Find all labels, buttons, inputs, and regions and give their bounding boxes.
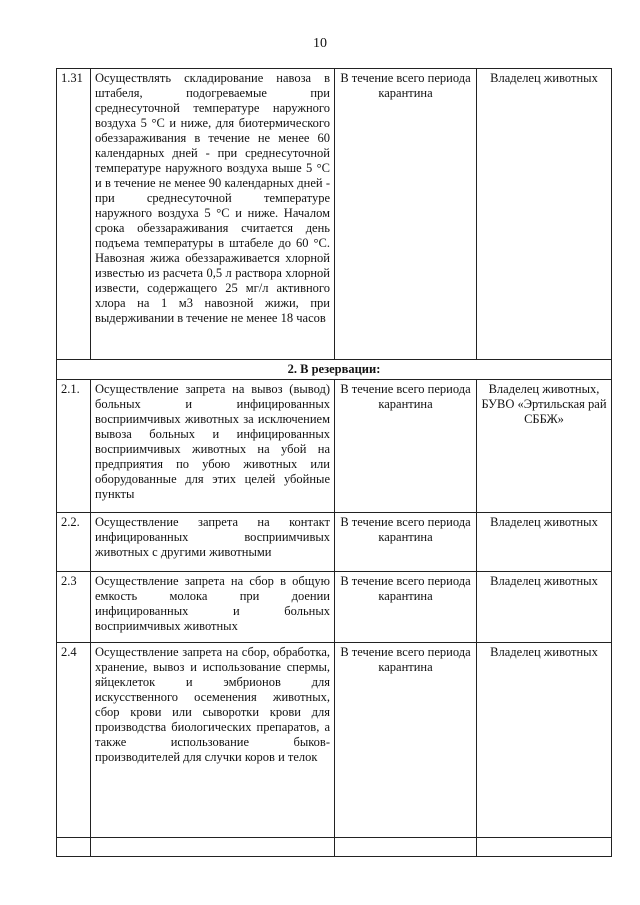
row-term: В течение всего периода карантина bbox=[335, 513, 477, 572]
row-number: 2.2. bbox=[57, 513, 91, 572]
row-term: В течение всего периода карантина bbox=[335, 572, 477, 643]
row-number: 2.1. bbox=[57, 380, 91, 513]
row-action: Осуществлять складирование навоза в штабеля, подогреваемые при среднесуточной температуре наружного воздуха 5 °С и ниже, для биотермического обеззараживания в течение не менее 60 календарных дней - при среднесуточной температуре наружного воздуха выше 5 °С и в течение не менее 90 календарных дней - при среднесуточной температуре наружного воздуха 5 °С и ниже. Началом срока обеззараживания считается день подъема температуры в штабеле до 60 °С. Навозная жижа обеззараживается хлорной известью из расчета 0,5 л раствора хлорной извести, содержащего 25 мг/л активного хлора на 1 м3 навозной жижи, при выдерживании в течение не менее 18 часов bbox=[91, 69, 335, 360]
row-term: В течение всего периода карантина bbox=[335, 69, 477, 360]
empty-cell bbox=[477, 838, 612, 857]
table-row bbox=[57, 572, 612, 643]
row-term: В течение всего периода карантина bbox=[335, 643, 477, 838]
table-row bbox=[57, 69, 612, 360]
empty-cell bbox=[57, 838, 91, 857]
table-row bbox=[57, 380, 612, 513]
row-action: Осуществление запрета на вывоз (вывод) больных и инфицированных восприимчивых животных за исключением вывоза больных и инфицированных восприимчивых животных на убой на предприятия по убою животных или оборудованные для этих целей убойные пункты bbox=[91, 380, 335, 513]
row-responsible: Владелец животных bbox=[477, 572, 612, 643]
table-row bbox=[57, 513, 612, 572]
row-number: 1.31 bbox=[57, 69, 91, 360]
empty-cell bbox=[91, 838, 335, 857]
row-responsible: Владелец животных bbox=[477, 69, 612, 360]
row-responsible: Владелец животных, БУВО «Эртильская рай СББЖ» bbox=[477, 380, 612, 513]
row-action: Осуществление запрета на сбор в общую емкость молока при доении инфицированных и больных восприимчивых животных bbox=[91, 572, 335, 643]
row-term: В течение всего периода карантина bbox=[335, 380, 477, 513]
row-action: Осуществление запрета на сбор, обработка, хранение, вывоз и использование спермы, яйцеклеток и эмбрионов для искусственного осеменения животных, сбор крови или сыворотки крови для производства биологических препаратов, а также использование быков-производителей для случки коров и телок bbox=[91, 643, 335, 838]
row-number: 2.3 bbox=[57, 572, 91, 643]
section-header-row bbox=[57, 360, 612, 380]
empty-cell bbox=[335, 838, 477, 857]
row-action: Осуществление запрета на контакт инфицированных восприимчивых животных с другими животными bbox=[91, 513, 335, 572]
table-row bbox=[57, 643, 612, 838]
empty-row bbox=[57, 838, 612, 857]
measures-table bbox=[56, 68, 612, 857]
row-responsible: Владелец животных bbox=[477, 513, 612, 572]
section-title: 2. В резервации: bbox=[57, 360, 612, 380]
row-responsible: Владелец животных bbox=[477, 643, 612, 838]
page-number: 10 bbox=[313, 36, 327, 51]
row-number: 2.4 bbox=[57, 643, 91, 838]
